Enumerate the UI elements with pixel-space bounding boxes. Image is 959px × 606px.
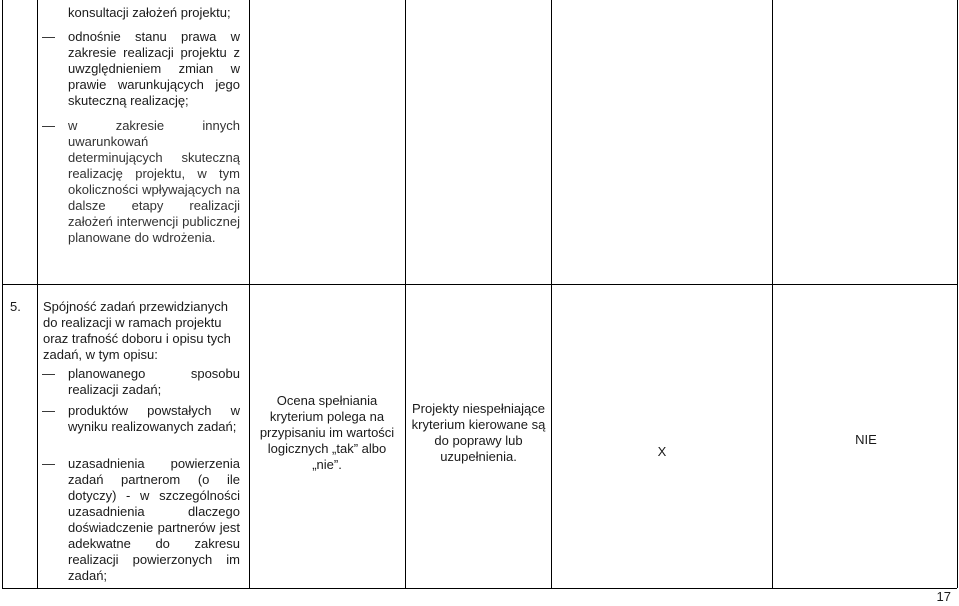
- page-number: 17: [936, 589, 951, 604]
- col-divider-1: [37, 0, 38, 588]
- answer-nie: NIE: [855, 432, 877, 447]
- table-border-left: [2, 0, 3, 588]
- dash-bullet: —: [42, 29, 55, 44]
- col-divider-4: [551, 0, 552, 588]
- criterion-item-2: produktów powstałych w wyniku realizowanych zadań;: [68, 403, 240, 434]
- row-prev-item-1: odnośnie stanu prawa w zakresie realizacji projektu z uwzględnieniem zmian w prawie warunkujących jego skuteczną realizację;: [68, 29, 240, 108]
- assessment-method: Ocena spełniania kryterium polega na przypisaniu im wartości logicznych „tak” albo „nie”.: [259, 393, 395, 472]
- col-divider-2: [249, 0, 250, 588]
- consequence-text: Projekty niespełniające kryterium kierowane są do poprawy lub uzupełnienia.: [411, 401, 546, 464]
- dash-bullet: —: [42, 456, 55, 471]
- mark-x: X: [657, 444, 667, 459]
- criterion-item-1: planowanego sposobu realizacji zadań;: [68, 366, 240, 397]
- table-border-right: [957, 0, 958, 588]
- criterion-intro: Spójność zadań przewidzianych do realizacji w ramach projektu oraz trafność doboru i opisu tych zadań, w tym opisu:: [43, 299, 231, 362]
- row-prev-item-2: w zakresie innych uwarunkowań determinujących skuteczną realizację projektu, w tym okoliczności wpływających na dalsze etapy realizacji założeń interwencji publicznej planowane do wdrożenia.: [68, 118, 240, 245]
- row-divider: [2, 284, 957, 285]
- criterion-item-3: uzasadnienia powierzenia zadań partnerom (o ile dotyczy) - w szczególności uzasadnienia dlaczego doświadczenie partnerów jest adekwatne do zakresu realizacji powierzonych im zadań;: [68, 456, 240, 583]
- row-number: 5.: [10, 299, 21, 314]
- col-divider-5: [772, 0, 773, 588]
- dash-bullet: —: [42, 118, 55, 133]
- dash-bullet: —: [42, 403, 55, 418]
- dash-bullet: —: [42, 366, 55, 381]
- col-divider-3: [405, 0, 406, 588]
- row-prev-lead: konsultacji założeń projektu;: [68, 5, 231, 20]
- table-border-bottom: [2, 588, 957, 589]
